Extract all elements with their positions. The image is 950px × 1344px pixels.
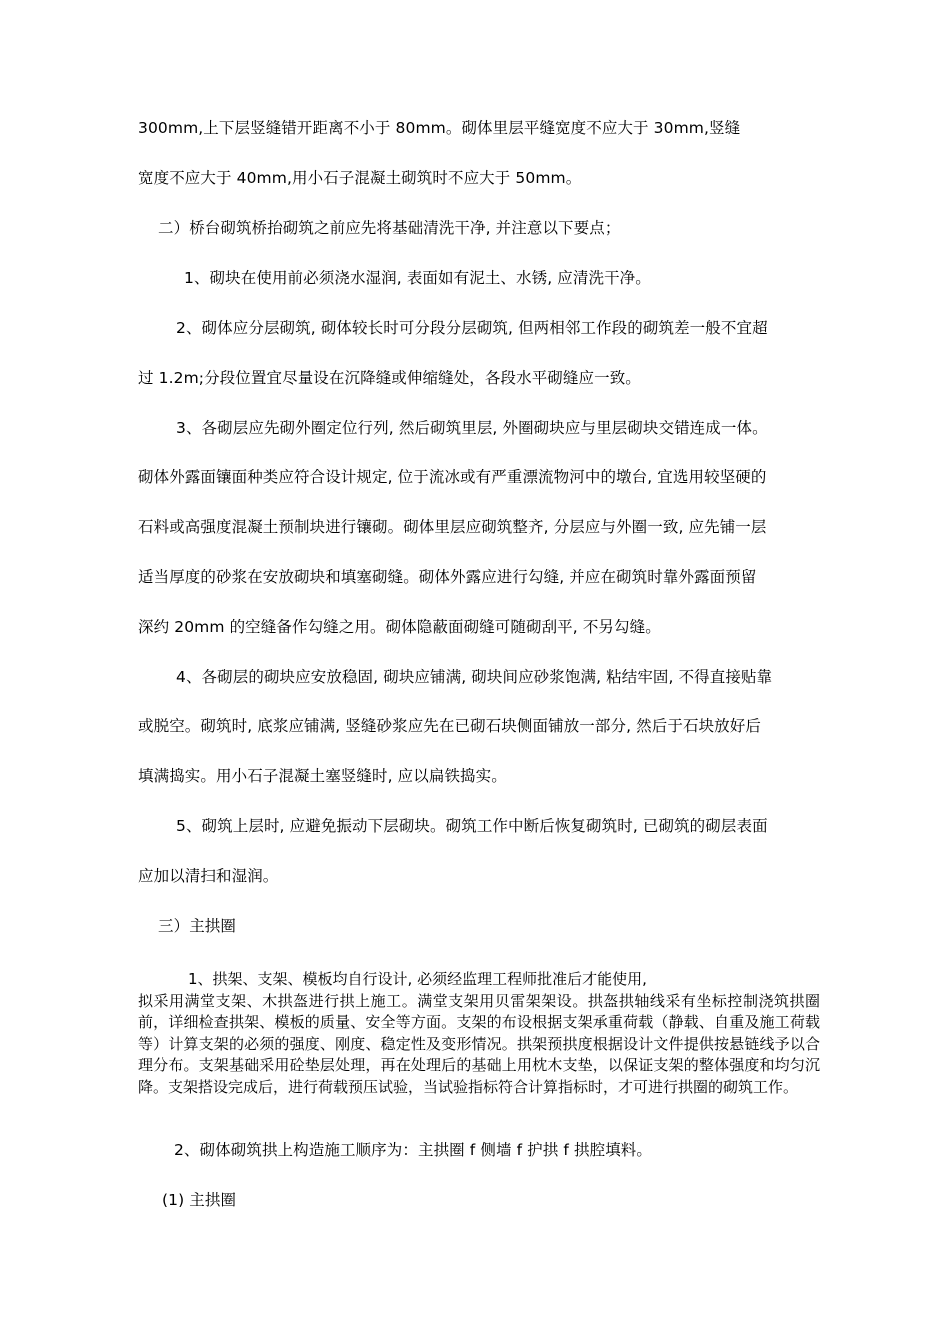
text-line: 填满捣实。用小石子混凝土塞竖缝时, 应以扁铁捣实。 xyxy=(138,767,507,785)
text-line: 1、砌块在使用前必须浇水湿润, 表面如有泥土、水锈, 应清洗干净。 xyxy=(184,269,651,287)
text-line: 砌体外露面镶面种类应符合设计规定, 位于流冰或有严重漂流物河中的墩台, 宜选用较坚硬的 xyxy=(138,468,767,486)
dense-paragraph xyxy=(138,969,820,1098)
text-line: 或脱空。砌筑时, 底浆应铺满, 竖缝砂浆应先在已砌石块侧面铺放一部分, 然后于石块放好后 xyxy=(138,717,761,735)
section-heading: 三）主拱圈 xyxy=(158,917,237,935)
text-line: 4、各砌层的砌块应安放稳固, 砌块应铺满, 砌块间应砂浆饱满, 粘结牢固, 不得直接贴靠 xyxy=(176,668,773,686)
text-line: 2、砌体应分层砌筑, 砌体较长时可分段分层砌筑, 但两相邻工作段的砌筑差一般不宜超 xyxy=(176,319,768,337)
text-line: 宽度不应大于 40mm,用小石子混凝土砌筑时不应大于 50mm。 xyxy=(138,169,582,187)
section-heading: 二）桥台砌筑桥抬砌筑之前应先将基础清洗干净, 并注意以下要点； xyxy=(158,219,621,237)
text-line: 300mm,上下层竖缝错开距离不小于 80mm。砌体里层平缝宽度不应大于 30mm,竖缝 xyxy=(138,119,741,137)
dense-paragraph-first-line: 1、拱架、支架、模板均自行设计, 必须经监理工程师批准后才能使用, xyxy=(188,970,647,988)
text-line: 5、砌筑上层时, 应避免振动下层砌块。砌筑工作中断后恢复砌筑时, 已砌筑的砌层表面 xyxy=(176,817,768,835)
text-line: 3、各砌层应先砌外圈定位行列, 然后砌筑里层, 外圈砌块应与里层砌块交错连成一体。 xyxy=(176,419,768,437)
text-line: 2、砌体砌筑拱上构造施工顺序为：主拱圈 f 侧墙 f 护拱 f 拱腔填料。 xyxy=(174,1141,652,1159)
subheading: (1) 主拱圈 xyxy=(162,1191,237,1209)
text-line: 应加以清扫和湿润。 xyxy=(138,867,279,885)
text-line: 石料或高强度混凝土预制块进行镶砌。砌体里层应砌筑整齐, 分层应与外圈一致, 应先铺一层 xyxy=(138,518,767,536)
text-line: 过 1.2m;分段位置宜尽量设在沉降缝或伸缩缝处，各段水平砌缝应一致。 xyxy=(138,369,641,387)
text-line: 深约 20mm 的空缝备作勾缝之用。砌体隐蔽面砌缝可随砌刮平, 不另勾缝。 xyxy=(138,618,661,636)
text-line: 适当厚度的砂浆在安放砌块和填塞砌缝。砌体外露应进行勾缝, 并应在砌筑时靠外露面预留 xyxy=(138,568,757,586)
dense-paragraph-body: 拟采用满堂支架、木拱盔进行拱上施工。满堂支架用贝雷架架设。拱盔拱轴线采有坐标控制浇筑拱圈前，详细检查拱架、模板的质量、安全等方面。支架的布设根据支架承重荷载（静载、自重及施工荷载等）计算支架的必须的强度、刚度、稳定性及变形情况。拱架预拱度根据设计文件提供按悬链线予以合理分布。支架基础采用砼垫层处理，再在处理后的基础上用枕木支垫，以保证支架的整体强度和均匀沉降。支架搭设完成后，进行荷载预压试验，当试验指标符合计算指标时，才可进行拱圈的砌筑工作。 xyxy=(138,991,820,1096)
